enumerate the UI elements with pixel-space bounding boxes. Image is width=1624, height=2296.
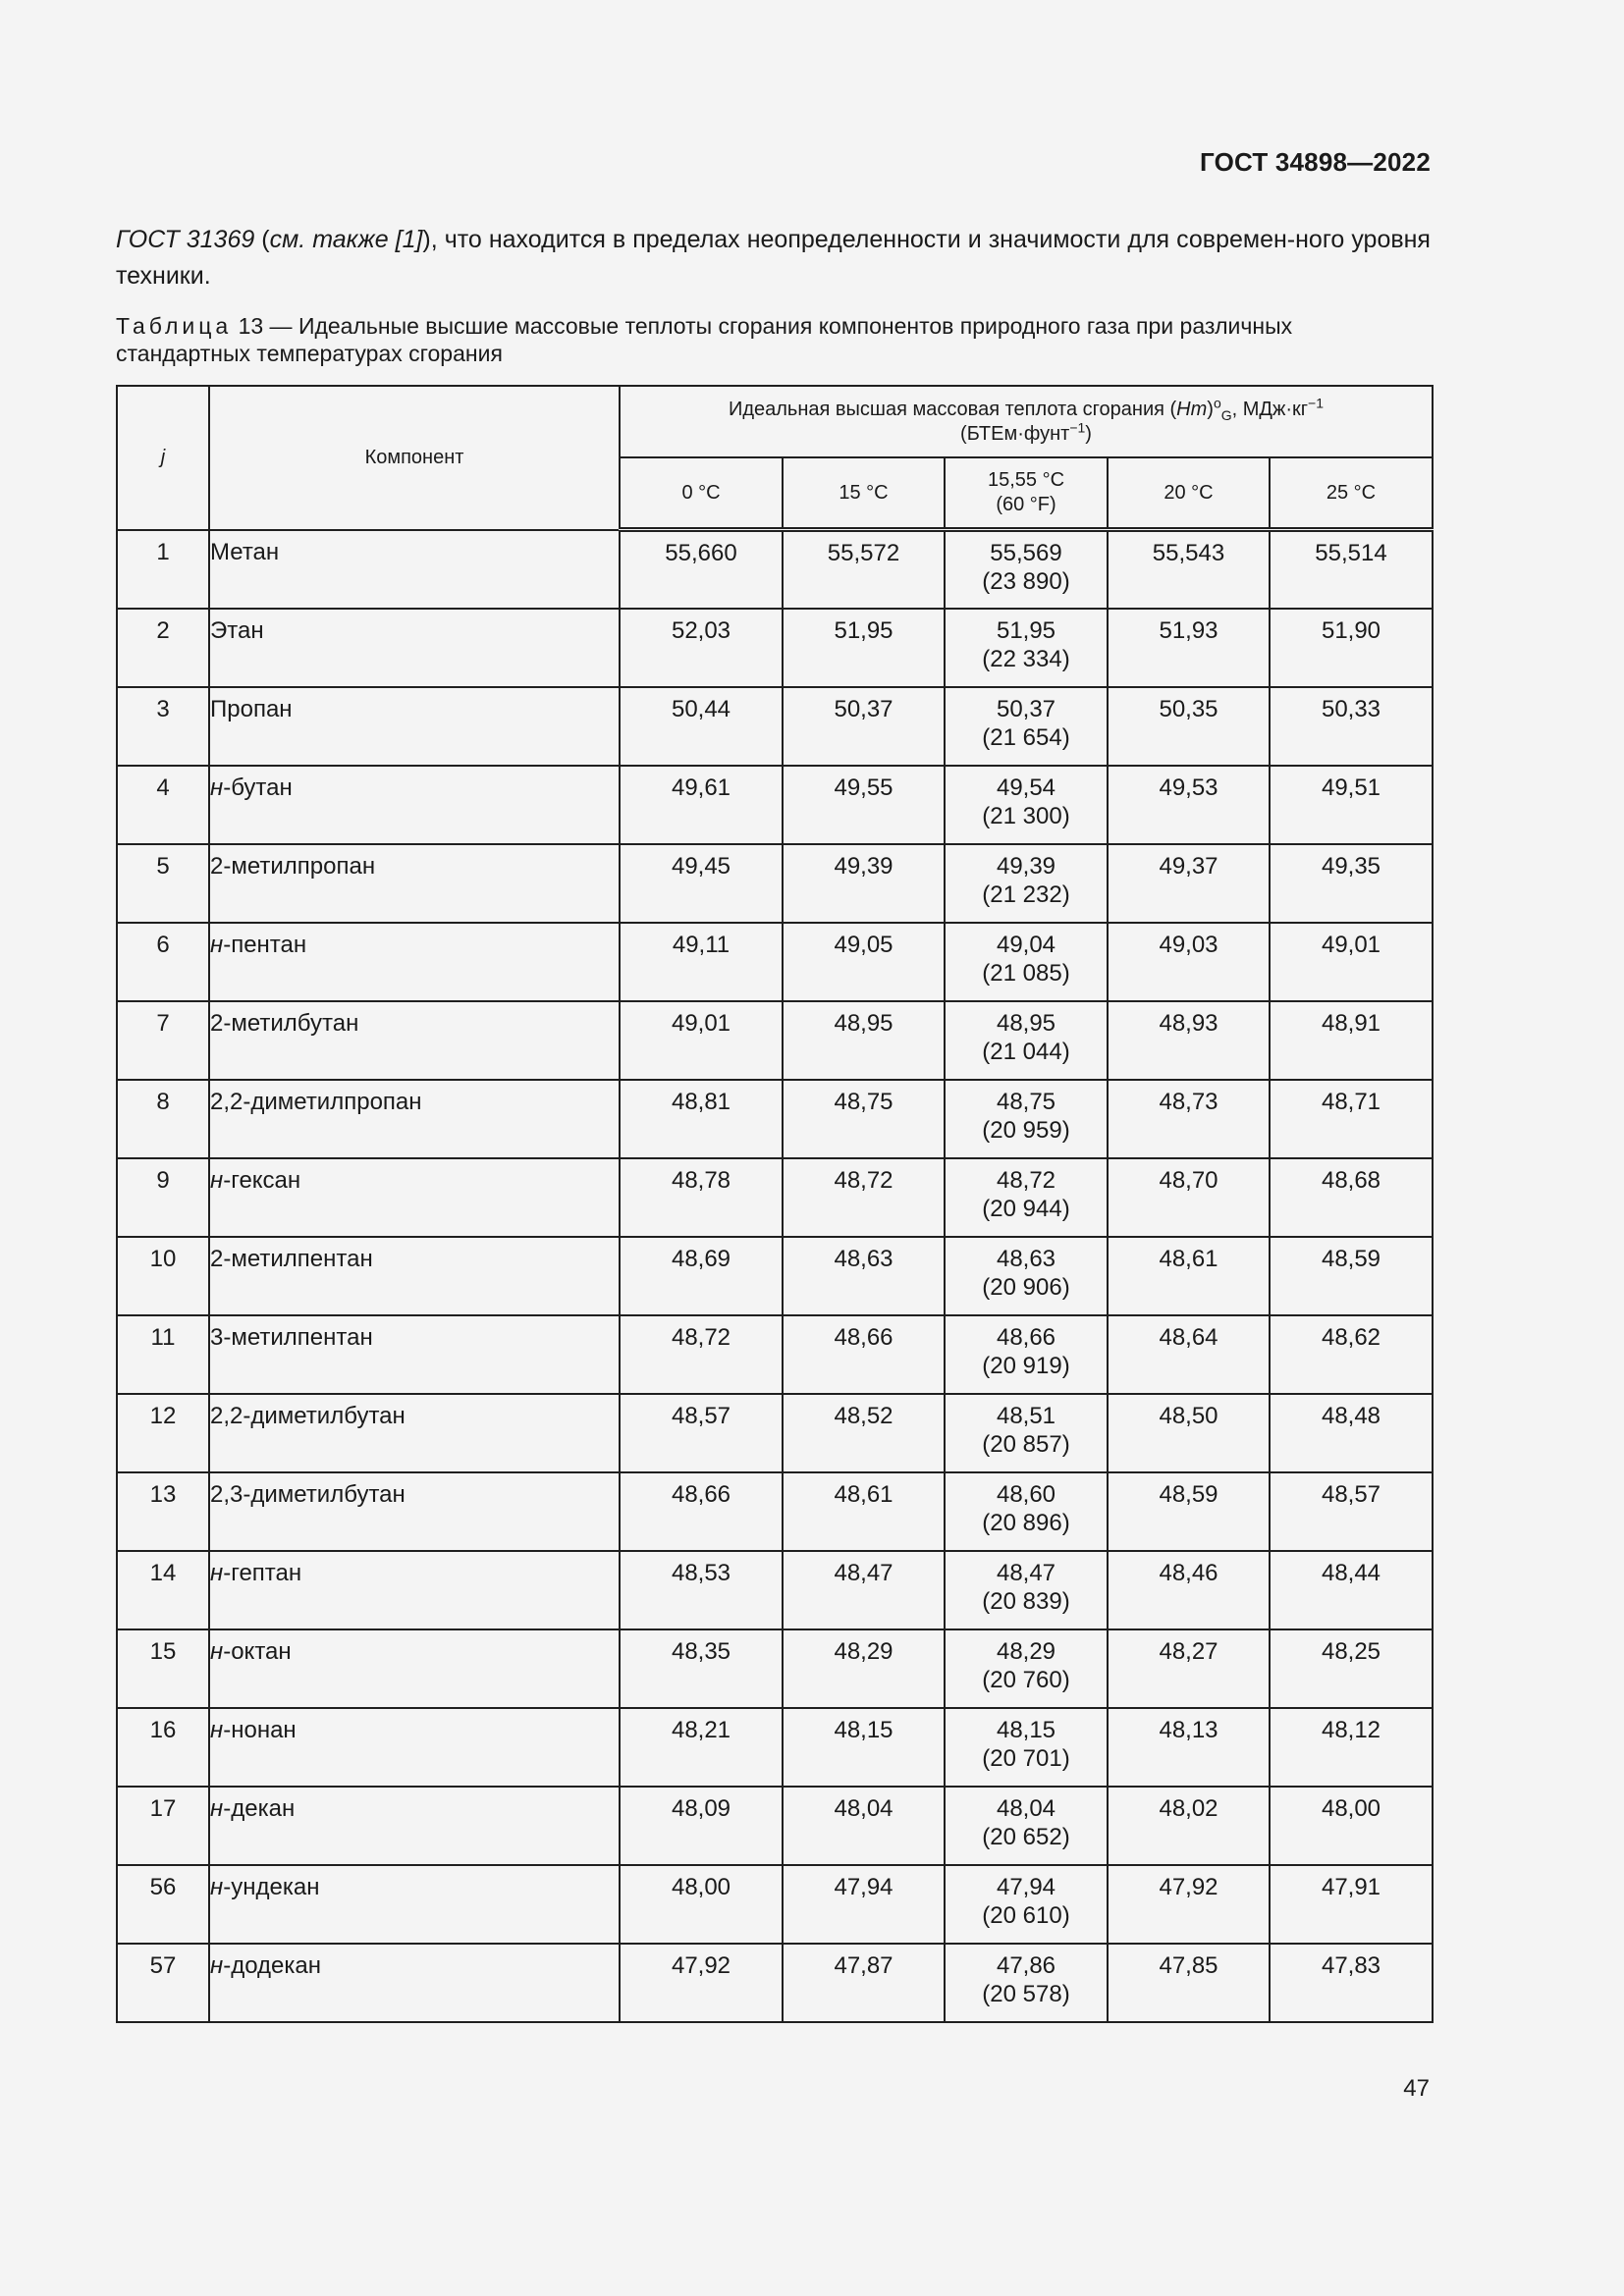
- cell-component: 2-метилпентан: [209, 1237, 620, 1315]
- cell-0c: 48,72: [620, 1315, 783, 1394]
- cell-j: 6: [117, 923, 209, 1001]
- cell-15-55c: 47,86 (20 578): [945, 1944, 1108, 2022]
- cell-15c: 47,94: [783, 1865, 945, 1944]
- column-header-25c: 25 °C: [1270, 457, 1433, 530]
- table-row: [117, 1237, 1433, 1315]
- paren-open: (: [254, 226, 270, 253]
- cell-15c: 51,95: [783, 609, 945, 687]
- column-header-15-55c: 15,55 °C (60 °F): [945, 457, 1108, 530]
- cell-component: н-бутан: [209, 766, 620, 844]
- cell-15c: 48,61: [783, 1472, 945, 1551]
- cell-25c: 47,83: [1270, 1944, 1433, 2022]
- cell-20c: 49,03: [1108, 923, 1270, 1001]
- cell-25c: 48,91: [1270, 1001, 1433, 1080]
- column-header-20c: 20 °C: [1108, 457, 1270, 530]
- table-row: [117, 1551, 1433, 1629]
- cell-15c: 48,75: [783, 1080, 945, 1158]
- cell-0c: 48,09: [620, 1787, 783, 1865]
- cell-0c: 48,53: [620, 1551, 783, 1629]
- intro-text: , что находится в пределах неопределенности и значимости для современ-ного уровня техники.: [116, 226, 1431, 290]
- table-row: [117, 1001, 1433, 1080]
- cell-j: 15: [117, 1629, 209, 1708]
- cell-15c: 48,95: [783, 1001, 945, 1080]
- cell-20c: 48,64: [1108, 1315, 1270, 1394]
- cell-20c: 48,61: [1108, 1237, 1270, 1315]
- cell-20c: 49,37: [1108, 844, 1270, 923]
- cell-j: 57: [117, 1944, 209, 2022]
- cell-j: 2: [117, 609, 209, 687]
- cell-15c: 49,05: [783, 923, 945, 1001]
- cell-0c: 48,81: [620, 1080, 783, 1158]
- cell-20c: 47,85: [1108, 1944, 1270, 2022]
- cell-25c: 55,514: [1270, 530, 1433, 609]
- cell-25c: 47,91: [1270, 1865, 1433, 1944]
- cell-20c: 47,92: [1108, 1865, 1270, 1944]
- cell-0c: 52,03: [620, 609, 783, 687]
- cell-15-55c: 55,569 (23 890): [945, 530, 1108, 609]
- standard-reference: ГОСТ 31369: [116, 226, 255, 253]
- column-header-heat: Идеальная высшая массовая теплота сгорания $(Hm)^o_G$, $МДж\cdot кг^{-1}$ (БТЕм·фунт$^{-1}$): [620, 386, 1433, 457]
- cell-15-55c: 48,75 (20 959): [945, 1080, 1108, 1158]
- cell-25c: 51,90: [1270, 609, 1433, 687]
- intro-paragraph: [116, 222, 1431, 294]
- cell-j: 5: [117, 844, 209, 923]
- cell-j: 4: [117, 766, 209, 844]
- cell-15c: 49,39: [783, 844, 945, 923]
- cell-15-55c: 48,60 (20 896): [945, 1472, 1108, 1551]
- cell-15-55c: 48,72 (20 944): [945, 1158, 1108, 1237]
- cell-component: н-гексан: [209, 1158, 620, 1237]
- cell-15-55c: 48,66 (20 919): [945, 1315, 1108, 1394]
- cell-15-55c: 48,15 (20 701): [945, 1708, 1108, 1787]
- cell-component: н-гептан: [209, 1551, 620, 1629]
- table-caption: [116, 312, 1431, 367]
- document-code: ГОСТ 34898—2022: [1200, 147, 1431, 177]
- table-row: [117, 1080, 1433, 1158]
- cell-j: 7: [117, 1001, 209, 1080]
- cell-15-55c: 51,95 (22 334): [945, 609, 1108, 687]
- cell-15-55c: 48,95 (21 044): [945, 1001, 1108, 1080]
- cell-20c: 48,93: [1108, 1001, 1270, 1080]
- page-number: 47: [1403, 2075, 1430, 2102]
- cell-20c: 55,543: [1108, 530, 1270, 609]
- paren-close: ): [422, 226, 431, 253]
- cell-15-55c: 49,54 (21 300): [945, 766, 1108, 844]
- cell-15-55c: 48,29 (20 760): [945, 1629, 1108, 1708]
- cell-0c: 49,45: [620, 844, 783, 923]
- table-row: [117, 530, 1433, 609]
- cell-j: 10: [117, 1237, 209, 1315]
- cell-0c: 48,21: [620, 1708, 783, 1787]
- cell-component: 2-метилбутан: [209, 1001, 620, 1080]
- column-header-j: j: [117, 386, 209, 530]
- cell-component: н-нонан: [209, 1708, 620, 1787]
- column-header-15c: 15 °C: [783, 457, 945, 530]
- table-caption-label: Таблица: [116, 313, 233, 339]
- table-row: [117, 923, 1433, 1001]
- column-header-component: Компонент: [209, 386, 620, 530]
- table-row: [117, 1944, 1433, 2022]
- cell-15c: 48,66: [783, 1315, 945, 1394]
- cell-20c: 51,93: [1108, 609, 1270, 687]
- cell-15c: 48,47: [783, 1551, 945, 1629]
- cell-25c: 49,01: [1270, 923, 1433, 1001]
- cell-0c: 48,57: [620, 1394, 783, 1472]
- cell-component: 2-метилпропан: [209, 844, 620, 923]
- cell-0c: 49,01: [620, 1001, 783, 1080]
- cell-15c: 48,15: [783, 1708, 945, 1787]
- table-row: [117, 609, 1433, 687]
- cell-20c: 50,35: [1108, 687, 1270, 766]
- cell-0c: 49,61: [620, 766, 783, 844]
- cell-25c: 48,25: [1270, 1629, 1433, 1708]
- cell-0c: 49,11: [620, 923, 783, 1001]
- cell-25c: 50,33: [1270, 687, 1433, 766]
- cell-25c: 48,57: [1270, 1472, 1433, 1551]
- cell-20c: 48,73: [1108, 1080, 1270, 1158]
- cell-20c: 48,70: [1108, 1158, 1270, 1237]
- cell-20c: 48,50: [1108, 1394, 1270, 1472]
- cell-15-55c: 48,51 (20 857): [945, 1394, 1108, 1472]
- cell-0c: 48,00: [620, 1865, 783, 1944]
- table-row: [117, 1472, 1433, 1551]
- cell-0c: 55,660: [620, 530, 783, 609]
- table-row: [117, 844, 1433, 923]
- table-row: [117, 1629, 1433, 1708]
- table-row: [117, 1394, 1433, 1472]
- cell-15c: 48,29: [783, 1629, 945, 1708]
- cell-25c: 48,44: [1270, 1551, 1433, 1629]
- cell-15c: 55,572: [783, 530, 945, 609]
- table-row: [117, 687, 1433, 766]
- cell-25c: 48,59: [1270, 1237, 1433, 1315]
- cell-j: 12: [117, 1394, 209, 1472]
- cell-25c: 49,51: [1270, 766, 1433, 844]
- cell-component: н-додекан: [209, 1944, 620, 2022]
- heat-of-combustion-table: [116, 385, 1434, 2023]
- cell-component: 3-метилпентан: [209, 1315, 620, 1394]
- cell-15-55c: 48,04 (20 652): [945, 1787, 1108, 1865]
- column-header-0c: 0 °C: [620, 457, 783, 530]
- cell-20c: 48,13: [1108, 1708, 1270, 1787]
- cell-15-55c: 47,94 (20 610): [945, 1865, 1108, 1944]
- cell-component: н-октан: [209, 1629, 620, 1708]
- cell-j: 9: [117, 1158, 209, 1237]
- cell-j: 14: [117, 1551, 209, 1629]
- cell-20c: 48,59: [1108, 1472, 1270, 1551]
- cell-component: н-декан: [209, 1787, 620, 1865]
- cell-15-55c: 50,37 (21 654): [945, 687, 1108, 766]
- cell-j: 3: [117, 687, 209, 766]
- cell-0c: 50,44: [620, 687, 783, 766]
- cell-25c: 48,68: [1270, 1158, 1433, 1237]
- table-row: [117, 1315, 1433, 1394]
- cell-component: Пропан: [209, 687, 620, 766]
- table-caption-text: 13 — Идеальные высшие массовые теплоты сгорания компонентов природного газа при различных стандартных температурах сгорания: [116, 313, 1293, 366]
- cell-j: 11: [117, 1315, 209, 1394]
- cell-component: Метан: [209, 530, 620, 609]
- cell-j: 13: [117, 1472, 209, 1551]
- cell-component: Этан: [209, 609, 620, 687]
- cell-15-55c: 48,63 (20 906): [945, 1237, 1108, 1315]
- cell-15-55c: 49,04 (21 085): [945, 923, 1108, 1001]
- cell-0c: 48,78: [620, 1158, 783, 1237]
- table-row: [117, 1158, 1433, 1237]
- cell-0c: 47,92: [620, 1944, 783, 2022]
- cell-0c: 48,35: [620, 1629, 783, 1708]
- cell-20c: 48,46: [1108, 1551, 1270, 1629]
- cell-25c: 48,62: [1270, 1315, 1433, 1394]
- table-row: [117, 1787, 1433, 1865]
- table-row: [117, 766, 1433, 844]
- cell-component: 2,2-диметилбутан: [209, 1394, 620, 1472]
- cell-15c: 48,52: [783, 1394, 945, 1472]
- cell-15c: 48,72: [783, 1158, 945, 1237]
- cell-j: 1: [117, 530, 209, 609]
- cell-25c: 48,12: [1270, 1708, 1433, 1787]
- cell-25c: 49,35: [1270, 844, 1433, 923]
- cell-25c: 48,48: [1270, 1394, 1433, 1472]
- cell-j: 16: [117, 1708, 209, 1787]
- cell-j: 8: [117, 1080, 209, 1158]
- cell-15c: 50,37: [783, 687, 945, 766]
- cell-15c: 48,04: [783, 1787, 945, 1865]
- table-row: [117, 1708, 1433, 1787]
- cell-20c: 48,02: [1108, 1787, 1270, 1865]
- cell-15-55c: 48,47 (20 839): [945, 1551, 1108, 1629]
- cell-15c: 47,87: [783, 1944, 945, 2022]
- cell-20c: 48,27: [1108, 1629, 1270, 1708]
- table-row: [117, 1865, 1433, 1944]
- cell-0c: 48,66: [620, 1472, 783, 1551]
- cell-component: н-ундекан: [209, 1865, 620, 1944]
- cell-25c: 48,71: [1270, 1080, 1433, 1158]
- cell-25c: 48,00: [1270, 1787, 1433, 1865]
- cell-15c: 48,63: [783, 1237, 945, 1315]
- cell-15c: 49,55: [783, 766, 945, 844]
- see-also-reference: см. также [1]: [269, 226, 423, 253]
- cell-0c: 48,69: [620, 1237, 783, 1315]
- cell-component: н-пентан: [209, 923, 620, 1001]
- cell-j: 56: [117, 1865, 209, 1944]
- cell-15-55c: 49,39 (21 232): [945, 844, 1108, 923]
- cell-j: 17: [117, 1787, 209, 1865]
- cell-component: 2,2-диметилпропан: [209, 1080, 620, 1158]
- cell-component: 2,3-диметилбутан: [209, 1472, 620, 1551]
- cell-20c: 49,53: [1108, 766, 1270, 844]
